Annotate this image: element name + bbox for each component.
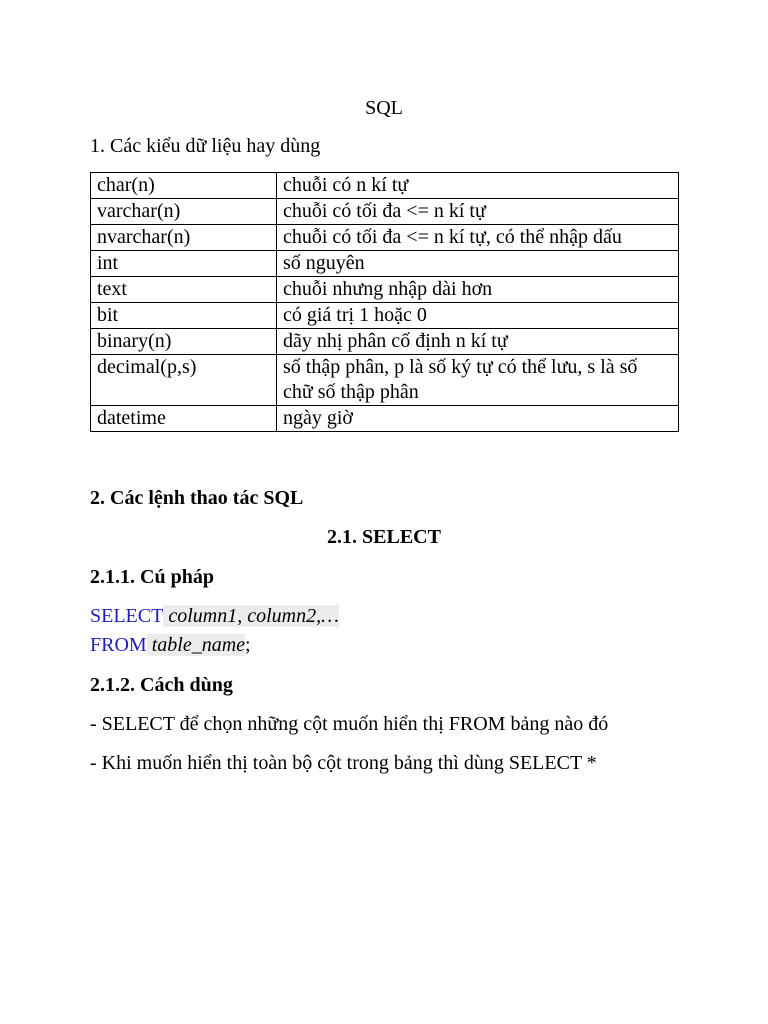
usage-line-2: - Khi muốn hiển thị toàn bộ cột trong bảng thì dùng SELECT * xyxy=(90,752,597,774)
desc-cell: ngày giờ xyxy=(277,406,679,432)
section-2-1-heading: 2.1. SELECT xyxy=(327,526,441,548)
section-2-1-1-heading: 2.1.1. Cú pháp xyxy=(90,566,214,588)
table-row xyxy=(91,199,679,225)
type-cell: text xyxy=(91,277,277,303)
desc-cell: dãy nhị phân cố định n kí tự xyxy=(277,329,679,355)
table-row xyxy=(91,277,679,303)
statement-terminator: ; xyxy=(245,634,251,656)
table-row xyxy=(91,173,679,199)
usage-line-1: - SELECT để chọn những cột muốn hiển thị FROM bảng nào đó xyxy=(90,713,609,735)
type-cell: nvarchar(n) xyxy=(91,225,277,251)
type-cell: varchar(n) xyxy=(91,199,277,225)
table-row xyxy=(91,303,679,329)
syntax-line-1 xyxy=(90,602,339,631)
from-keyword: FROM xyxy=(90,634,147,656)
table-row xyxy=(91,406,679,432)
page-title: SQL xyxy=(365,97,403,119)
section-2-heading: 2. Các lệnh thao tác SQL xyxy=(90,487,304,509)
desc-cell: chuỗi có tối đa <= n kí tự xyxy=(277,199,679,225)
desc-cell: số nguyên xyxy=(277,251,679,277)
type-cell: decimal(p,s) xyxy=(91,355,277,406)
select-columns: column1, column2,… xyxy=(163,605,339,627)
type-cell: bit xyxy=(91,303,277,329)
desc-cell: chuỗi nhưng nhập dài hơn xyxy=(277,277,679,303)
table-name: table_name xyxy=(147,634,245,656)
type-cell: binary(n) xyxy=(91,329,277,355)
syntax-line-2 xyxy=(90,631,251,660)
section-2-1-2-heading: 2.1.2. Cách dùng xyxy=(90,674,233,696)
desc-cell: chuỗi có n kí tự xyxy=(277,173,679,199)
table-row xyxy=(91,329,679,355)
desc-cell: có giá trị 1 hoặc 0 xyxy=(277,303,679,329)
select-keyword: SELECT xyxy=(90,605,164,627)
type-cell: char(n) xyxy=(91,173,277,199)
type-cell: int xyxy=(91,251,277,277)
section-1-heading: 1. Các kiểu dữ liệu hay dùng xyxy=(90,135,321,157)
desc-cell: số thập phân, p là số ký tự có thể lưu, s là số chữ số thập phân xyxy=(277,355,679,406)
table-row xyxy=(91,225,679,251)
desc-cell: chuỗi có tối đa <= n kí tự, có thể nhập dấu xyxy=(277,225,679,251)
data-types-table xyxy=(90,172,679,432)
table-row xyxy=(91,355,679,406)
type-cell: datetime xyxy=(91,406,277,432)
table-row xyxy=(91,251,679,277)
